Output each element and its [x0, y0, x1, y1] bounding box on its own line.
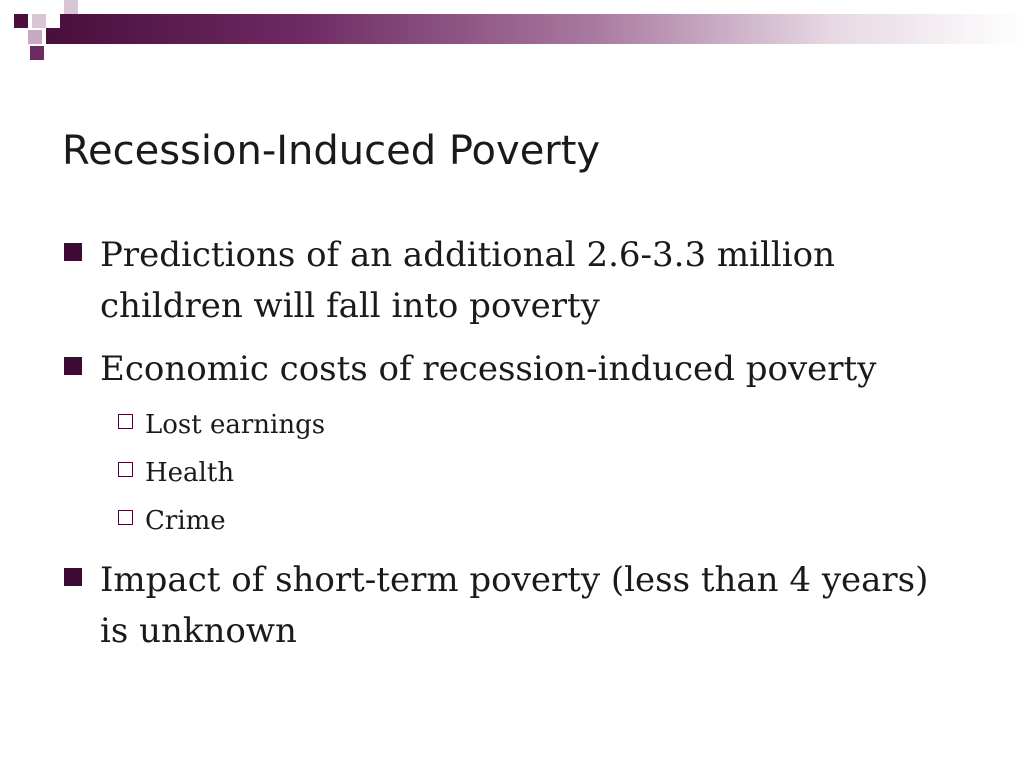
bullet-list	[62, 230, 962, 669]
decor-square-icon	[30, 46, 44, 60]
sub-bullet-text: Health	[145, 458, 235, 488]
hollow-square-icon	[118, 510, 133, 525]
header-decoration	[0, 0, 1024, 64]
hollow-square-icon	[118, 414, 133, 429]
sub-bullet-text: Lost earnings	[145, 410, 326, 440]
header-gradient-bar	[60, 14, 1024, 44]
decor-square-icon	[64, 0, 78, 14]
sub-bullet-item	[62, 503, 962, 539]
bullet-text: Predictions of an additional 2.6-3.3 million children will fall into poverty	[100, 235, 836, 326]
sub-bullet-item	[62, 407, 962, 443]
bullet-item	[62, 344, 962, 395]
bullet-item	[62, 230, 962, 332]
hollow-square-icon	[118, 462, 133, 477]
bullet-text: Impact of short-term poverty (less than 4 years) is unknown	[100, 560, 929, 651]
decor-square-icon	[32, 14, 46, 28]
slide-title: Recession-Induced Poverty	[62, 128, 601, 174]
filled-square-icon	[64, 568, 82, 586]
decor-square-icon	[46, 28, 60, 44]
sub-bullet-text: Crime	[145, 506, 226, 536]
bullet-text: Economic costs of recession-induced poverty	[100, 349, 877, 389]
sub-bullet-item	[62, 455, 962, 491]
decor-square-icon	[28, 30, 42, 44]
filled-square-icon	[64, 243, 82, 261]
bullet-item	[62, 555, 962, 657]
decor-square-icon	[14, 14, 28, 28]
filled-square-icon	[64, 357, 82, 375]
